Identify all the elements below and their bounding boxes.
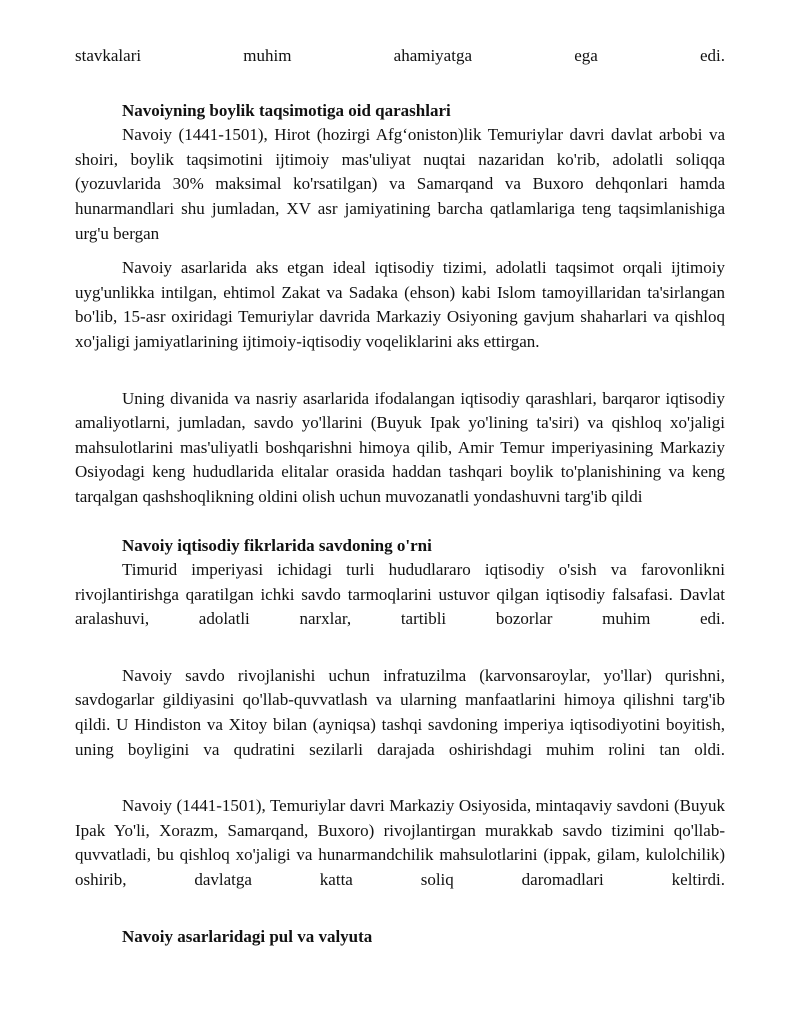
paragraph: Timurid imperiyasi ichidagi turli hududlararo iqtisodiy o'sish va farovonlikni rivojlantirishga qaratilgan ichki savdo tarmoqlarini ustuvor qilgan iqtisodiy falsafasi. Davlat aralashuvi, adolatli narxlar, tartibli bozorlar muhim edi. — [75, 560, 725, 629]
paragraph: Uning divanida va nasriy asarlarida ifodalangan iqtisodiy qarashlari, barqaror iqtisodiy amaliyotlarni, jumladan, savdo yo'llarini (Buyuk Ipak yo'lining ta'siri) va qishloq xo'jaligi mahsulotlarini mas'uliyatli boshqarishni himoya qilib, Amir Temur imperiyasining Markaziy Osiyodagi keng hududlarida elitalar orasida haddan tashqari boylik to'planishining va keng tarqalgan qashshoqlikning oldini olish uchun muvozanatli yondashuvni targ'ib qildi — [75, 388, 725, 506]
paragraph: Navoiy (1441-1501), Temuriylar davri Markaziy Osiyosida, mintaqaviy savdoni (Buyuk Ipak Yo'li, Xorazm, Samarqand, Buxoro) rivojlantirgan murakkab savdo tizimini qo'llab-quvvatladi, bu qishloq xo'jaligi va hunarmandchilik mahsulotlarini (ippak, gilam, kulolchilik) oshirib, davlatga katta soliq daromadlari keltirdi. — [75, 796, 725, 890]
section-heading-wealth-distribution: Navoiyning boylik taqsimotiga oid qarashlari — [122, 100, 451, 120]
paragraph: Navoiy (1441-1501), Hirot (hozirgi Afg‘oniston)lik Temuriylar davri davlat arbobi va shoiri, boylik taqsimotini ijtimoiy mas'uliyat nuqtai nazaridan ko'rib, adolatli soliqqa (yozuvlarida 30% maksimal ko'rsatilgan) va Samarqand va Buxoro dehqonlari hamda hunarmandlari shu jumladan, XV asr jamiyatining barcha qatlamlariga teng taqsimlanishiga urg'u bergan — [75, 125, 725, 243]
intro-tail-paragraph: stavkalari muhim ahamiyatga ega edi. — [75, 46, 725, 65]
section-heading-money-currency: Navoiy asarlaridagi pul va valyuta — [122, 926, 373, 946]
document-page — [75, 44, 725, 949]
paragraph: Navoiy asarlarida aks etgan ideal iqtisodiy tizimi, adolatli taqsimot orqali ijtimoiy uyg'unlikka intilgan, ehtimol Zakat va Sadaka (ehson) kabi Islom tamoyillaridan ta'sirlangan bo'lib, 15-asr oxiridagi Temuriylar davrida Markaziy Osiyoning gavjum shaharlari va qishloq xo'jaligi jamiyatlarining ijtimoiy-iqtisodiy voqeliklarini aks ettirgan. — [75, 258, 725, 351]
paragraph: Navoiy savdo rivojlanishi uchun infratuzilma (karvonsaroylar, yo'llar) qurishni, savdogarlar gildiyasini qo'llab-quvvatlash va ularning manfaatlarini himoya qilishni targ'ib qildi. U Hindiston va Xitoy bilan (ayniqsa) tashqi savdoning imperiya iqtisodiyotini boyitish, uning boyligini va qudratini sezilarli darajada oshirishdagi muhim rolini tan oldi. — [75, 665, 725, 759]
section-heading-trade-role: Navoiy iqtisodiy fikrlarida savdoning o'rni — [122, 535, 432, 555]
